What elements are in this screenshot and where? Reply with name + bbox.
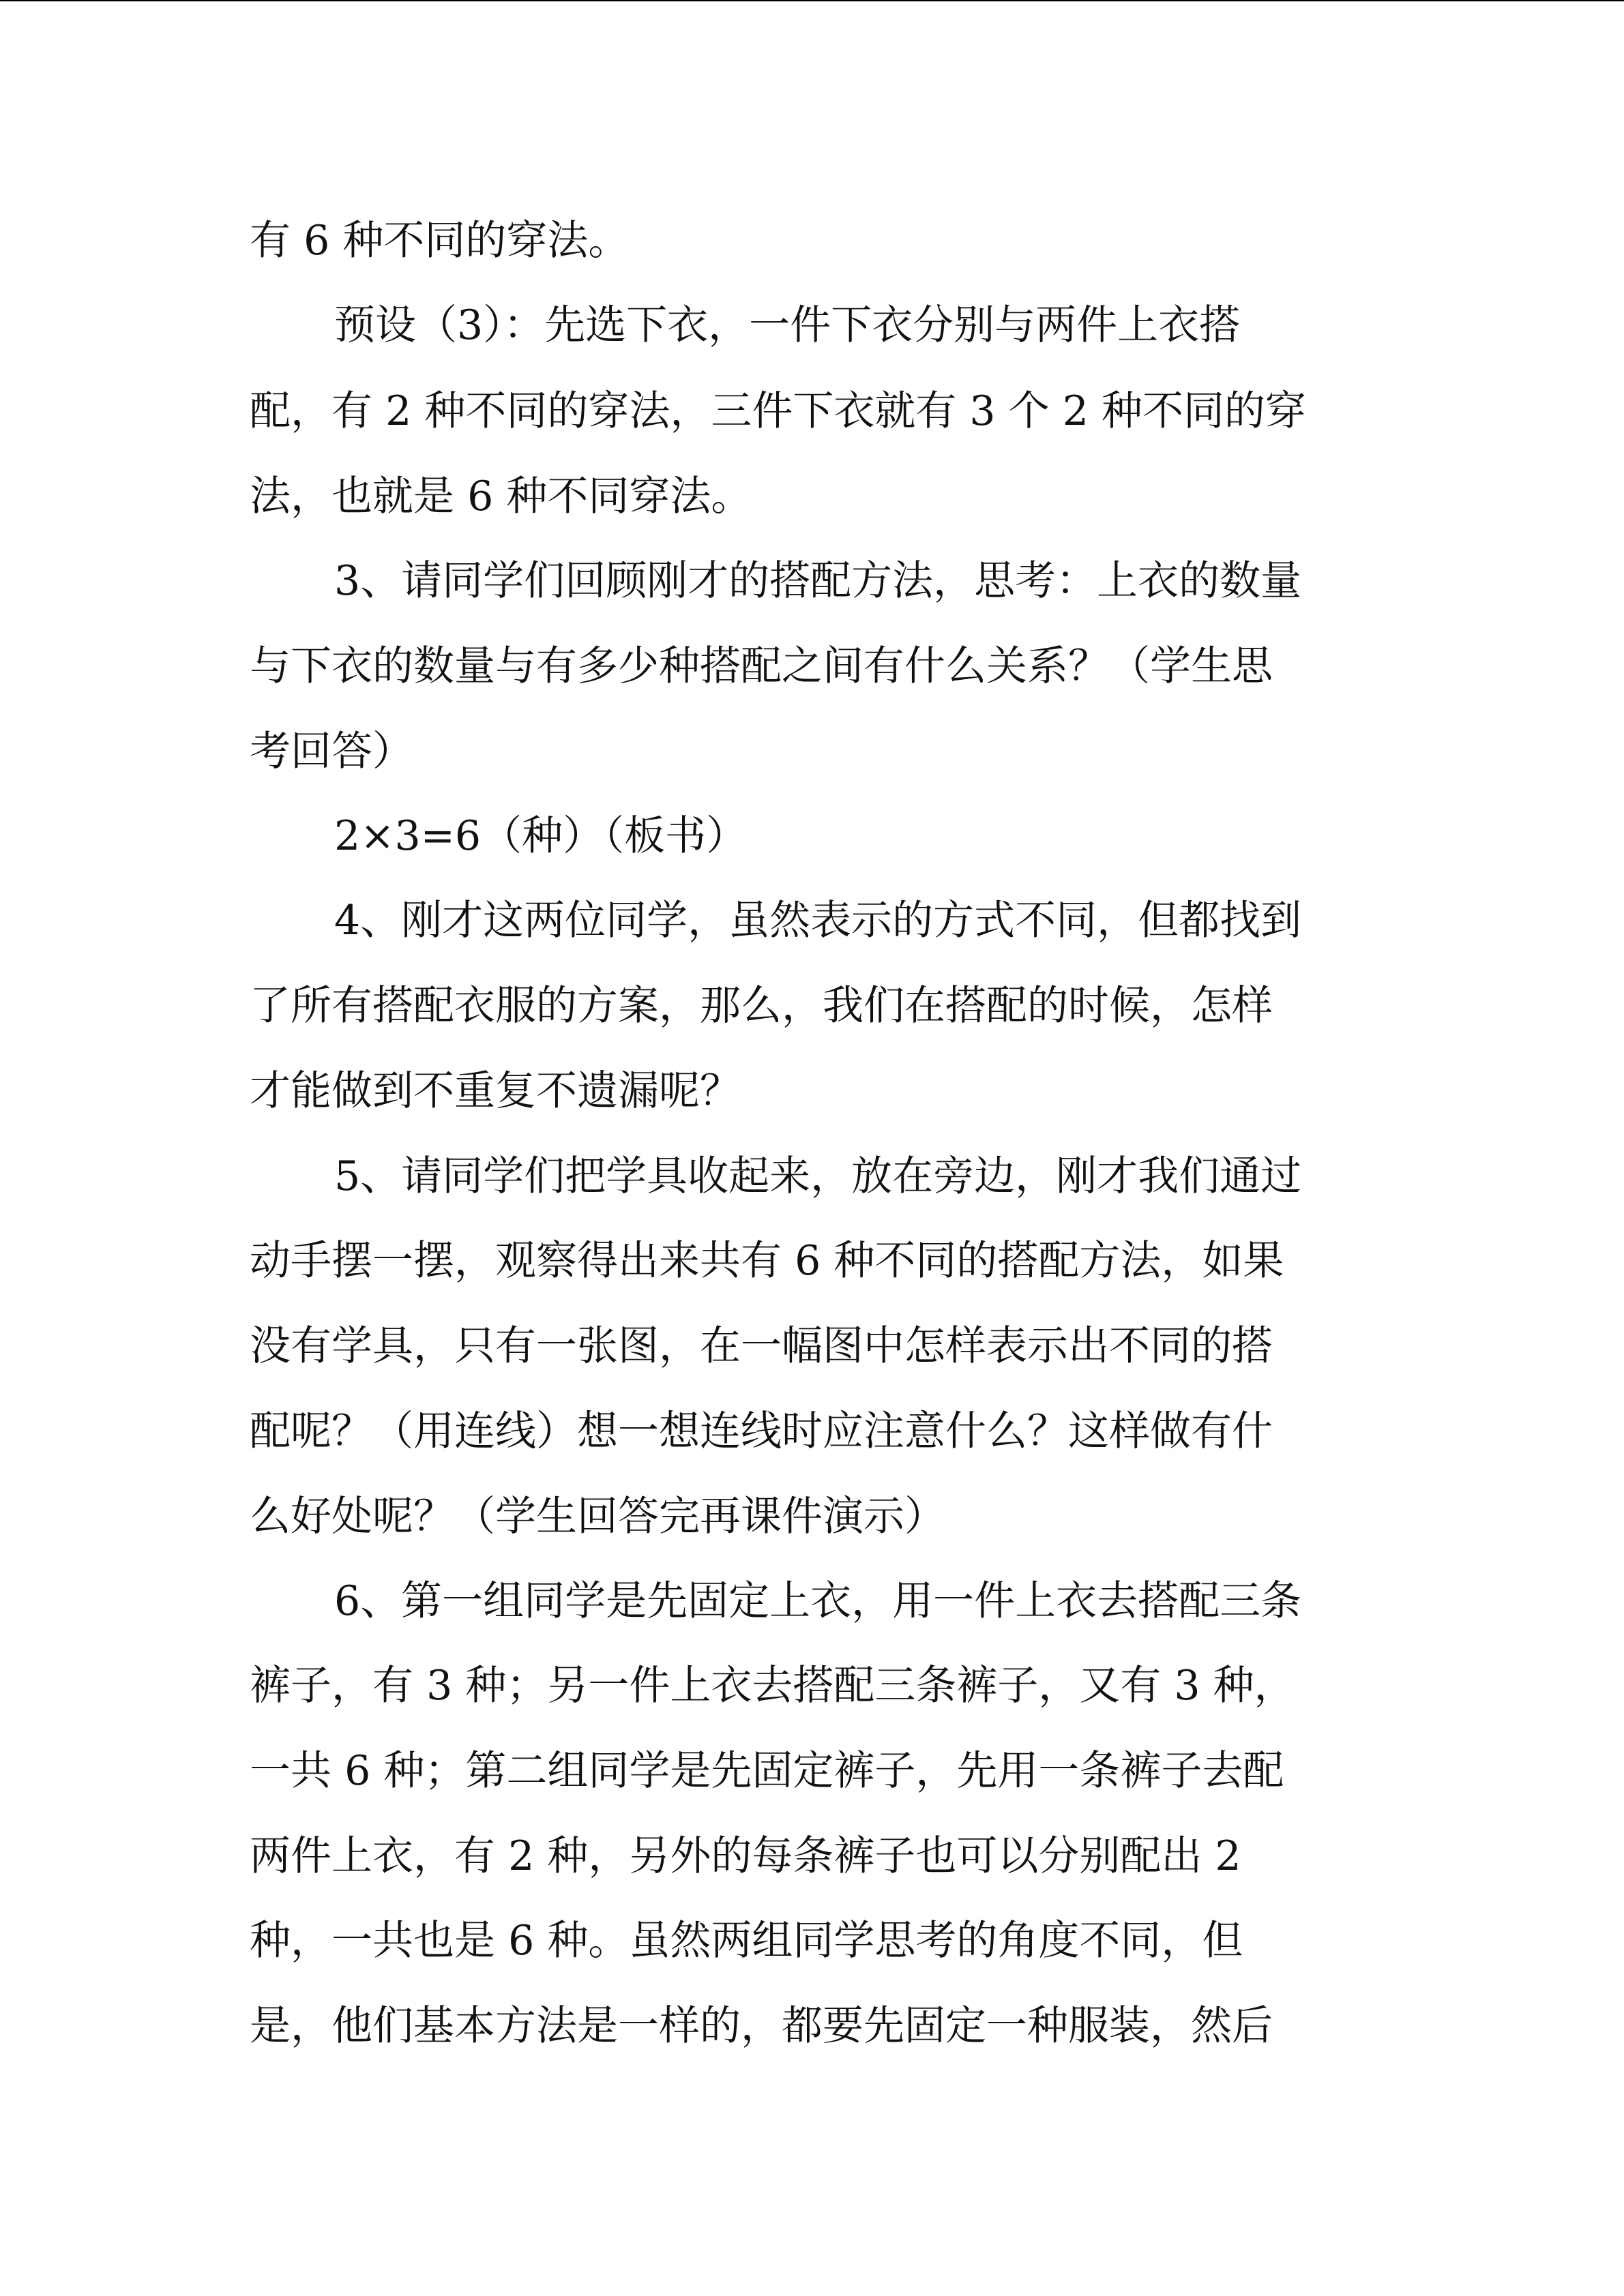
text-line: 了所有搭配衣服的方案，那么，我们在搭配的时候，怎样: [250, 982, 1273, 1030]
paragraph-first-line: 5、请同学们把学具收起来，放在旁边，刚才我们通过: [334, 1152, 1302, 1200]
text-line: 种，一共也是 6 种。虽然两组同学思考的角度不同，但: [250, 1917, 1243, 1965]
paragraph-first-line: 6、第一组同学是先固定上衣，用一件上衣去搭配三条: [334, 1577, 1302, 1625]
text-line: 一共 6 种；第二组同学是先固定裤子，先用一条裤子去配: [250, 1747, 1284, 1795]
paragraph-first-line: 3、请同学们回顾刚才的搭配方法，思考：上衣的数量: [334, 557, 1302, 605]
text-line: 配呢？（用连线）想一想连线时应注意什么？这样做有什: [250, 1407, 1273, 1455]
formula-line: 2×3=6（种）（板书）: [334, 812, 748, 860]
text-line: 法，也就是 6 种不同穿法。: [250, 473, 752, 520]
top-border-line: [0, 0, 1624, 1]
text-line: 有 6 种不同的穿法。: [250, 217, 630, 265]
paragraph-first-line: 4、刚才这两位同学，虽然表示的方式不同，但都找到: [334, 897, 1302, 944]
text-line: 考回答）: [250, 728, 413, 775]
text-line: 是，他们基本方法是一样的，都要先固定一种服装，然后: [250, 2002, 1273, 2050]
text-line: 么好处呢？（学生回答完再课件演示）: [250, 1493, 945, 1540]
text-line: 才能做到不重复不遗漏呢？: [250, 1067, 741, 1115]
text-line: 动手摆一摆，观察得出来共有 6 种不同的搭配方法，如果: [250, 1237, 1284, 1285]
text-line: 没有学具，只有一张图，在一幅图中怎样表示出不同的搭: [250, 1322, 1273, 1370]
paragraph-first-line: 预设（3）：先选下衣，一件下衣分别与两件上衣搭: [334, 301, 1241, 349]
text-line: 与下衣的数量与有多少种搭配之间有什么关系？（学生思: [250, 642, 1273, 690]
text-line: 两件上衣，有 2 种，另外的每条裤子也可以分别配出 2: [250, 1832, 1241, 1880]
text-line: 配，有 2 种不同的穿法，三件下衣就有 3 个 2 种不同的穿: [250, 387, 1306, 435]
text-line: 裤子，有 3 种；另一件上衣去搭配三条裤子，又有 3 种，: [250, 1662, 1295, 1710]
